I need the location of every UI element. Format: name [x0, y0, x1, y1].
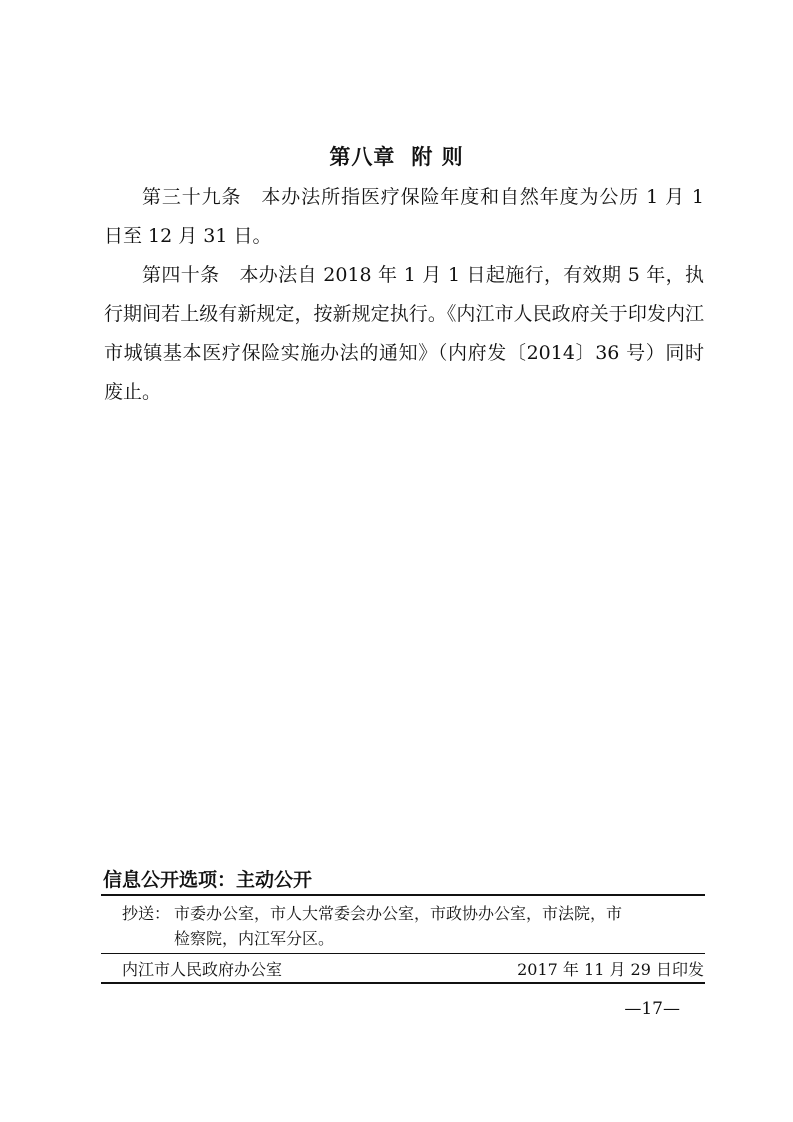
article-40	[104, 256, 704, 412]
chapter-label: 第八章	[329, 144, 396, 169]
article-number: 第四十条	[142, 264, 220, 286]
chapter-heading	[0, 143, 793, 171]
disclosure-option: 信息公开选项：主动公开	[103, 869, 313, 891]
article-text: 本办法自 2018 年 1 月 1 日起施行，有效期 5 年，执行期间若上级有新规定，按新规定执行。《内江市人民政府关于印发内江市城镇基本医疗保险实施办法的通知》（内府发〔2014〕36 号）同时废止。	[104, 264, 704, 403]
article-39	[104, 178, 704, 256]
issuing-office: 内江市人民政府办公室	[122, 960, 283, 979]
article-number: 第三十九条	[142, 186, 242, 208]
footer-rule-bottom	[101, 982, 705, 984]
cc-list	[122, 901, 704, 951]
page-number: —17—	[624, 999, 680, 1019]
issue-date: 2017 年 11 月 29 日印发	[517, 960, 704, 979]
article-text: 本办法所指医疗保险年度和自然年度为公历 1 月 1 日至 12 月 31 日。	[104, 186, 704, 247]
footer-rule-middle	[101, 953, 705, 954]
cc-recipients-line1: 市委办公室，市人大常委会办公室，市政协办公室，市法院，市	[174, 904, 623, 923]
cc-recipients-line2: 检察院，内江军分区。	[174, 929, 335, 948]
footer-rule-top	[101, 894, 705, 896]
cc-label: 抄送：	[122, 904, 171, 923]
document-body	[104, 178, 704, 412]
chapter-title: 附 则	[411, 144, 464, 169]
